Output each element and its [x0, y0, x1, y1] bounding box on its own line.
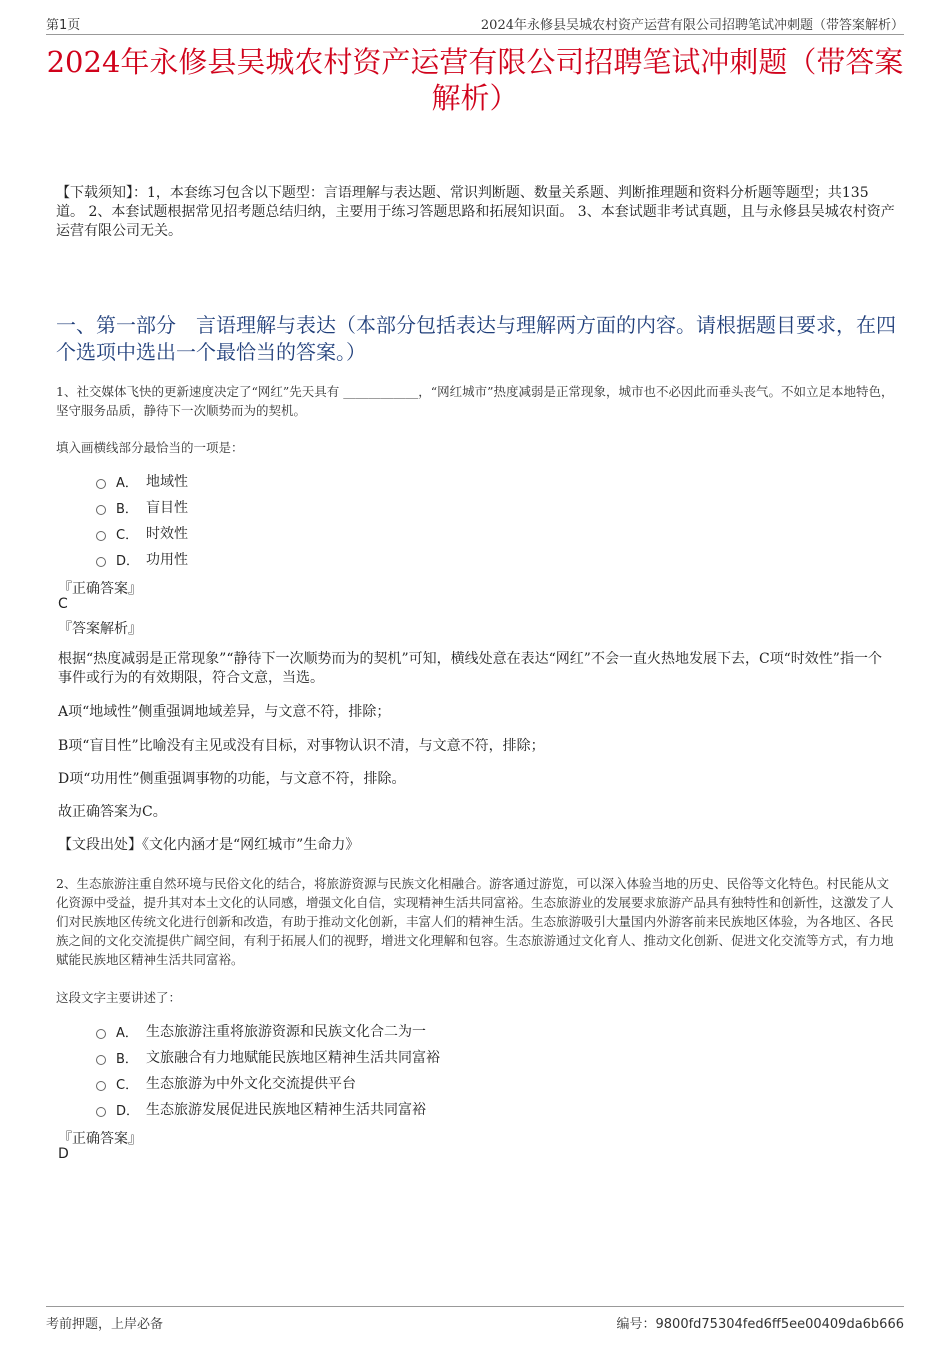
answer-value: C	[58, 596, 68, 612]
question-1-stem: 1、社交媒体飞快的更新速度决定了“网红”先天具有 ____________，“网红城市”热度减弱是正常现象，城市也不必因此而垂头丧气。不如立足本地特色，坚守服务品质，静待下一次顺势而为的契机。	[56, 384, 894, 418]
option-b[interactable]: B． 盲目性	[96, 494, 856, 520]
radio-icon[interactable]	[96, 1055, 106, 1065]
radio-icon[interactable]	[96, 479, 106, 489]
question-2-stem: 2、生态旅游注重自然环境与民俗文化的结合，将旅游资源与民族文化相融合。游客通过游览，可以深入体验当地的历史、民俗等文化特色。村民能从文化资源中受益，提升其对本土文化的认同感，增强文化自信，实现精神生活共同富裕。生态旅游业的发展要求旅游产品具有独特性和创新性，这激发了人们对民族地区传统文化进行创新和改造，有助于推动文化创新，丰富人们的精神生活。生态旅游吸引大量国内外游客前来民族地区体验，为各地区、各民族之间的文化交流提供广阔空间，有利于拓展人们的视野，增进文化理解和包容。生态旅游通过文化育人、推动文化创新、促进文化交流等方式，有力地赋能民族地区精神生活共同富裕。	[56, 876, 894, 967]
option-c[interactable]: C． 生态旅游为中外文化交流提供平台	[96, 1070, 856, 1096]
option-b[interactable]: B． 文旅融合有力地赋能民族地区精神生活共同富裕	[96, 1044, 856, 1070]
analysis-conclusion: 故正确答案为C。	[58, 804, 167, 820]
radio-icon[interactable]	[96, 505, 106, 515]
page-footer	[46, 1306, 904, 1332]
radio-icon[interactable]	[96, 1029, 106, 1039]
footer-slogan: 考前押题，上岸必备	[46, 1317, 164, 1332]
question-2-prompt: 这段文字主要讲述了：	[56, 990, 182, 1005]
source-citation: 【文段出处】《文化内涵才是“网红城市”生命力》	[58, 837, 360, 853]
document-id: 编号：9800fd75304fed6ff5ee00409da6b666	[616, 1317, 904, 1332]
analysis-paragraph: B项“盲目性”比喻没有主见或没有目标，对事物认识不清，与文意不符，排除；	[58, 738, 545, 754]
answer-value: D	[58, 1146, 69, 1162]
analysis-paragraph: A项“地域性”侧重强调地域差异，与文意不符，排除；	[58, 704, 391, 720]
analysis-label: 『答案解析』	[58, 621, 142, 637]
document-title: 2024年永修县吴城农村资产运营有限公司招聘笔试冲刺题（带答案解析）	[46, 45, 904, 115]
analysis-paragraph: D项“功用性”侧重强调事物的功能，与文意不符，排除。	[58, 771, 406, 787]
question-2-options	[96, 1018, 856, 1122]
header-doc-title: 2024年永修县吴城农村资产运营有限公司招聘笔试冲刺题（带答案解析）	[480, 18, 904, 33]
answer-label: 『正确答案』	[58, 1131, 142, 1147]
option-c[interactable]: C． 时效性	[96, 520, 856, 546]
section-title: 一、第一部分 言语理解与表达（本部分包括表达与理解两方面的内容。请根据题目要求，在四个选项中选出一个最恰当的答案。）	[56, 313, 896, 364]
radio-icon[interactable]	[96, 1081, 106, 1091]
radio-icon[interactable]	[96, 531, 106, 541]
radio-icon[interactable]	[96, 557, 106, 567]
answer-label: 『正确答案』	[58, 581, 142, 597]
option-d[interactable]: D． 生态旅游发展促进民族地区精神生活共同富裕	[96, 1096, 856, 1122]
radio-icon[interactable]	[96, 1107, 106, 1117]
page-number: 第1页	[46, 18, 81, 33]
option-a[interactable]: A． 地域性	[96, 468, 856, 494]
download-notice: 【下载须知】：1，本套练习包含以下题型：言语理解与表达题、常识判断题、数量关系题、判断推理题和资料分析题等题型；共135道。 2、本套试题根据常见招考题总结归纳，主要用于练习答题思路和拓展知识面。 3、本套试题非考试真题，且与永修县吴城农村资产运营有限公司无关。	[56, 185, 895, 239]
analysis-paragraph: 根据“热度减弱是正常现象”“静待下一次顺势而为的契机”可知，横线处意在表达“网红”不会一直火热地发展下去，C项“时效性”指一个事件或行为的有效期限，符合文意，当选。	[58, 651, 882, 686]
question-1-prompt: 填入画横线部分最恰当的一项是：	[56, 440, 244, 455]
option-a[interactable]: A． 生态旅游注重将旅游资源和民族文化合二为一	[96, 1018, 856, 1044]
question-1-options	[96, 468, 856, 572]
page-header	[46, 14, 904, 35]
option-d[interactable]: D． 功用性	[96, 546, 856, 572]
